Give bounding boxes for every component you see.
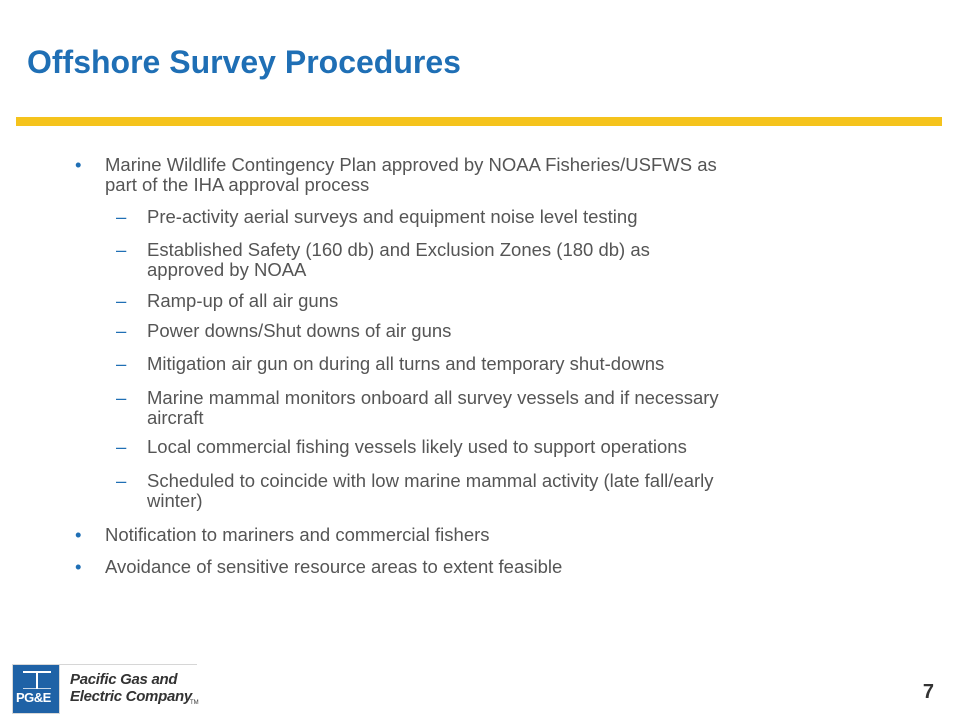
sub-bullet-text-line: Ramp-up of all air guns (147, 290, 339, 311)
company-name (70, 671, 196, 705)
bullet-marker: • (75, 556, 82, 577)
sub-bullet-marker: – (116, 239, 127, 260)
sub-bullet-text-line: aircraft (147, 407, 204, 428)
trademark-symbol: TM (190, 700, 199, 706)
bullet-text-line: Marine Wildlife Contingency Plan approved by NOAA Fisheries/USFWS as (105, 154, 717, 175)
sub-bullet-text-line: Mitigation air gun on during all turns and temporary shut-downs (147, 353, 665, 374)
sub-bullet-text-line: Pre-activity aerial surveys and equipment noise level testing (147, 206, 638, 227)
bullet-text-line: Avoidance of sensitive resource areas to extent feasible (105, 556, 563, 577)
company-name-line-1: Pacific Gas and (70, 671, 178, 688)
sub-bullet-marker: – (116, 470, 127, 491)
bullet-text-line: part of the IHA approval process (105, 174, 370, 195)
sub-bullet-marker: – (116, 206, 127, 227)
logo-mark (12, 664, 60, 714)
sub-bullet-text-line: approved by NOAA (147, 259, 307, 280)
sub-bullet-text-line: Established Safety (160 db) and Exclusion Zones (180 db) as (147, 239, 650, 260)
logo-divider (60, 664, 197, 665)
slide-number: 7 (922, 681, 934, 703)
sub-bullet-text-line: winter) (147, 490, 203, 511)
transmission-tower-icon (23, 671, 51, 689)
sub-bullet-text-line: Local commercial fishing vessels likely used to support operations (147, 436, 687, 457)
sub-bullet-text-line: Power downs/Shut downs of air guns (147, 320, 452, 341)
sub-bullet-marker: – (116, 353, 127, 374)
sub-bullet-marker: – (116, 290, 127, 311)
sub-bullet-marker: – (116, 320, 127, 341)
bullet-marker: • (75, 524, 82, 545)
logo-mark-text: PG&E (16, 690, 51, 705)
sub-bullet-marker: – (116, 436, 127, 457)
company-name-line-2: Electric Company (70, 688, 192, 705)
bullet-text-line: Notification to mariners and commercial fishers (105, 524, 490, 545)
bullet-marker: • (75, 154, 82, 175)
sub-bullet-text-line: Scheduled to coincide with low marine mammal activity (late fall/early (147, 470, 714, 491)
sub-bullet-marker: – (116, 387, 127, 408)
slide-title: Offshore Survey Procedures (27, 44, 461, 80)
sub-bullet-text-line: Marine mammal monitors onboard all survey vessels and if necessary (147, 387, 719, 408)
company-logo (12, 664, 197, 714)
